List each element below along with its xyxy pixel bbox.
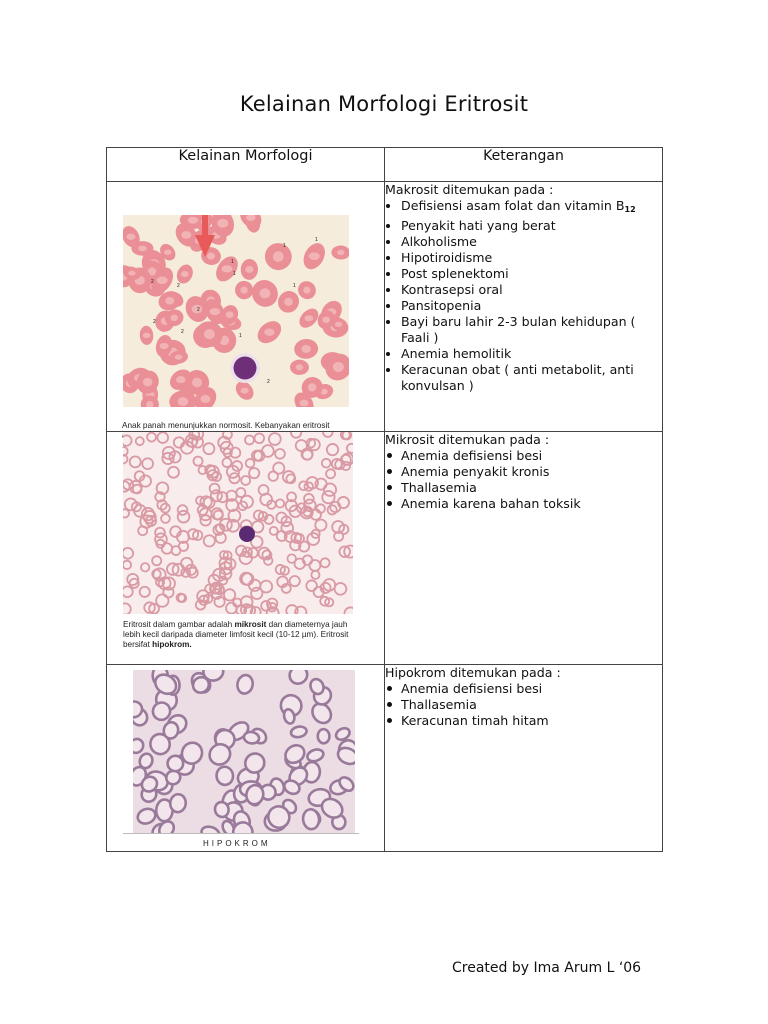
erythrocyte <box>302 808 320 830</box>
list-item: Anemia karena bahan toksik <box>385 496 662 512</box>
image-cell-hipokrom <box>107 665 385 852</box>
lymphocyte-nucleus <box>234 357 257 380</box>
erythrocyte <box>215 766 234 786</box>
list-item: Thallasemia <box>385 480 662 496</box>
mikrosit-caption: Eritrosit dalam gambar adalah mikrosit dan diameternya jauh lebih kecil daripada diameter limfosit kecil (10-12 µm). Eritrosit bersifat hipokrom. <box>123 620 349 649</box>
makrosit-caption: Anak panah menunjukkan normosit. Kebanyakan eritrosit <box>122 421 330 430</box>
list-hipokrom <box>385 681 662 729</box>
list-item: Anemia defisiensi besi <box>385 681 662 697</box>
table-header-row <box>107 148 663 182</box>
list-item: Thallasemia <box>385 697 662 713</box>
cell-label: 1 <box>293 283 296 289</box>
erythrocyte <box>243 731 260 745</box>
list-item: Pansitopenia <box>385 298 662 314</box>
list-item: Keracunan obat ( anti metabolit, anti konvulsan ) <box>385 362 662 394</box>
intro-makrosit: Makrosit ditemukan pada : <box>385 182 554 197</box>
cell-label: 1 <box>231 259 234 265</box>
list-item: Bayi baru lahir 2-3 bulan kehidupan ( Faali ) <box>385 314 662 346</box>
list-item: Anemia hemolitik <box>385 346 662 362</box>
hipokrom-micrograph <box>133 670 355 834</box>
cell-label: 2 <box>153 319 156 325</box>
intro-hipokrom: Hipokrom ditemukan pada : <box>385 665 561 680</box>
cell-label: 2 <box>151 279 154 285</box>
cell-label: 1 <box>283 243 286 249</box>
cell-label: 1 <box>315 237 318 243</box>
image-cell-makrosit <box>107 182 385 432</box>
list-makrosit <box>385 198 662 394</box>
intro-mikrosit: Mikrosit ditemukan pada : <box>385 432 550 447</box>
list-item: Kontrasepsi oral <box>385 282 662 298</box>
morphology-table <box>106 147 663 852</box>
keterangan-mikrosit <box>385 432 663 665</box>
erythrocyte <box>317 729 329 744</box>
table-row <box>107 432 663 665</box>
list-item: Penyakit hati yang berat <box>385 218 662 234</box>
list-item: Hipotiroidisme <box>385 250 662 266</box>
cell-label: 1 <box>239 333 242 339</box>
image-cell-mikrosit <box>107 432 385 665</box>
erythrocyte <box>169 793 186 812</box>
list-item: Alkoholisme <box>385 234 662 250</box>
list-item: Post splenektomi <box>385 266 662 282</box>
cell-label: 2 <box>177 283 180 289</box>
cell-label: 2 <box>197 307 200 313</box>
header-keterangan: Keterangan <box>385 148 663 182</box>
table-row <box>107 182 663 432</box>
table-row <box>107 665 663 852</box>
cell-label: 1 <box>233 271 236 277</box>
erythrocyte <box>167 756 183 772</box>
hipokrom-caption: HIPOKROM <box>203 839 271 848</box>
list-item: Anemia penyakit kronis <box>385 464 662 480</box>
list-item: Defisiensi asam folat dan vitamin $B_{12}$ <box>385 198 662 218</box>
makrosit-micrograph <box>123 215 349 407</box>
page-title: Kelainan Morfologi Eritrosit <box>239 92 529 116</box>
list-item: Anemia defisiensi besi <box>385 448 662 464</box>
keterangan-hipokrom <box>385 665 663 852</box>
mikrosit-micrograph <box>123 432 353 614</box>
keterangan-makrosit <box>385 182 663 432</box>
footer-credit: Created by Ima Arum L ‘06 <box>452 960 642 976</box>
lymphocyte-nucleus <box>239 526 255 542</box>
list-item: Keracunan timah hitam <box>385 713 662 729</box>
cell-label: 2 <box>181 329 184 335</box>
header-kelainan-morfologi: Kelainan Morfologi <box>107 148 385 182</box>
cell-label: 2 <box>267 379 270 385</box>
list-mikrosit <box>385 448 662 512</box>
